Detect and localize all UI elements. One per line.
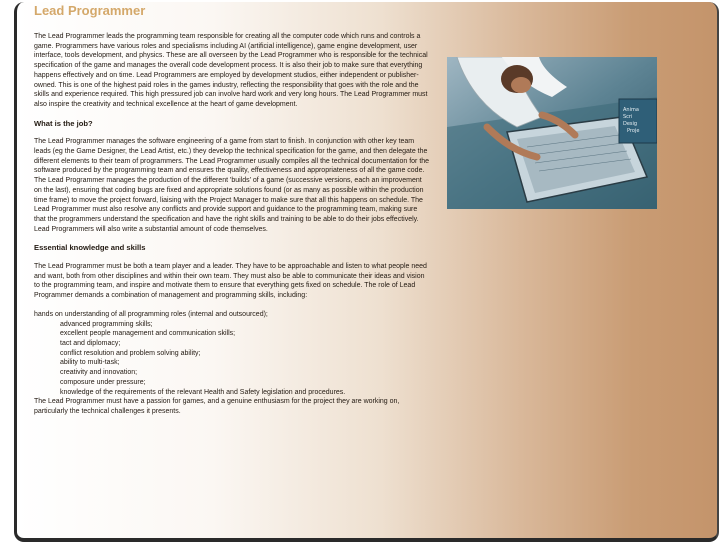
book-text-3: Desig [623,121,638,127]
list-item: advanced programming skills; [60,320,153,328]
book-text-2: Scri [623,114,633,120]
intro-paragraph: The Lead Programmer leads the programming team responsible for creating all the computer code which runs and controls a game. Programmers have various roles and specialisms including AI (artificial intelligence), game engine development, user interface, tools development, and physics. These are all overseen by the Lead Programmer who is responsible for the technical specification of the game and manages the overall code development process. It is also their job to make sure that everything happens effectively and on time. Lead Programmers are employed by development studios, either independent or publisher-owned. This is one of the highest paid roles in the games industry, reflecting the responsibility that goes with the role and the skills and experience required. This high pressured job can involve hard work and very long hours. The Lead Programmer must also inspire the creativity and technical excellence at the heart of game development. [34,33,428,108]
list-item: composure under pressure; [60,378,146,386]
list-item: hands on understanding of all programming roles (internal and outsourced); [34,310,268,318]
list-item: tact and diplomacy; [60,339,121,347]
programmer-illustration [447,57,657,209]
section-heading-skills: Essential knowledge and skills [34,243,146,253]
skills-paragraph: The Lead Programmer must be both a team player and a leader. They have to be approachable and listen to what people need and want, both from other disciplines and within their own team. They must also be able to communicate their ideas and vision to the programming team, and inspire and motivate them to ensure that everything gets fixed on schedule. The role of Lead Programmer demands a combination of management and programming skills, including: [34,263,427,300]
list-item: ability to multi-task; [60,359,120,367]
list-item: creativity and innovation; [60,369,138,377]
page-title: Lead Programmer [34,3,146,18]
list-item: knowledge of the requirements of the relevant Health and Safety legislation and procedures. [60,388,346,396]
programmer-photo [447,57,657,209]
book-text-4: Proje [627,128,640,134]
job-paragraph: The Lead Programmer manages the software engineering of a game from start to finish. In conjunction with other key team leads (eg the Game Designer, the Lead Artist, etc.) they develop the technical specification for the game, and then delegate the different elements to their team of programmers. The Lead Programmer usually compiles all the technical documentation for the software produced by the programming team and ensures the quality, effectiveness and appropriateness of all the game code. The Lead Programmer manages the production of the different 'builds' of a game (successive versions, each an improvement on the last), ensuring that coding bugs are fixed and appropriate solutions found (or as many as possible within the production time frame) to move the project forward, liaising with the Project Manager to make sure that all this happens on schedule. The Lead Programmer must also resolve any conflicts and provide support and guidance to the programming team, making sure that the programmers understand the specification and have the right skills and training to be able to do their jobs effectively. Lead Programmers will also write a substantial amount of code themselves. [34,138,430,233]
section-heading-job: What is the job? [34,118,93,128]
skills-list [34,310,430,397]
article-body [34,32,430,426]
book-text-1: Anima [623,107,639,113]
closing-paragraph: The Lead Programmer must have a passion for games, and a genuine enthusiasm for the project they are working on, particularly the technical challenges it presents. [34,398,400,415]
list-item: excellent people management and communication skills; [60,330,236,338]
list-item: conflict resolution and problem solving ability; [60,349,201,357]
document-page [14,2,719,542]
